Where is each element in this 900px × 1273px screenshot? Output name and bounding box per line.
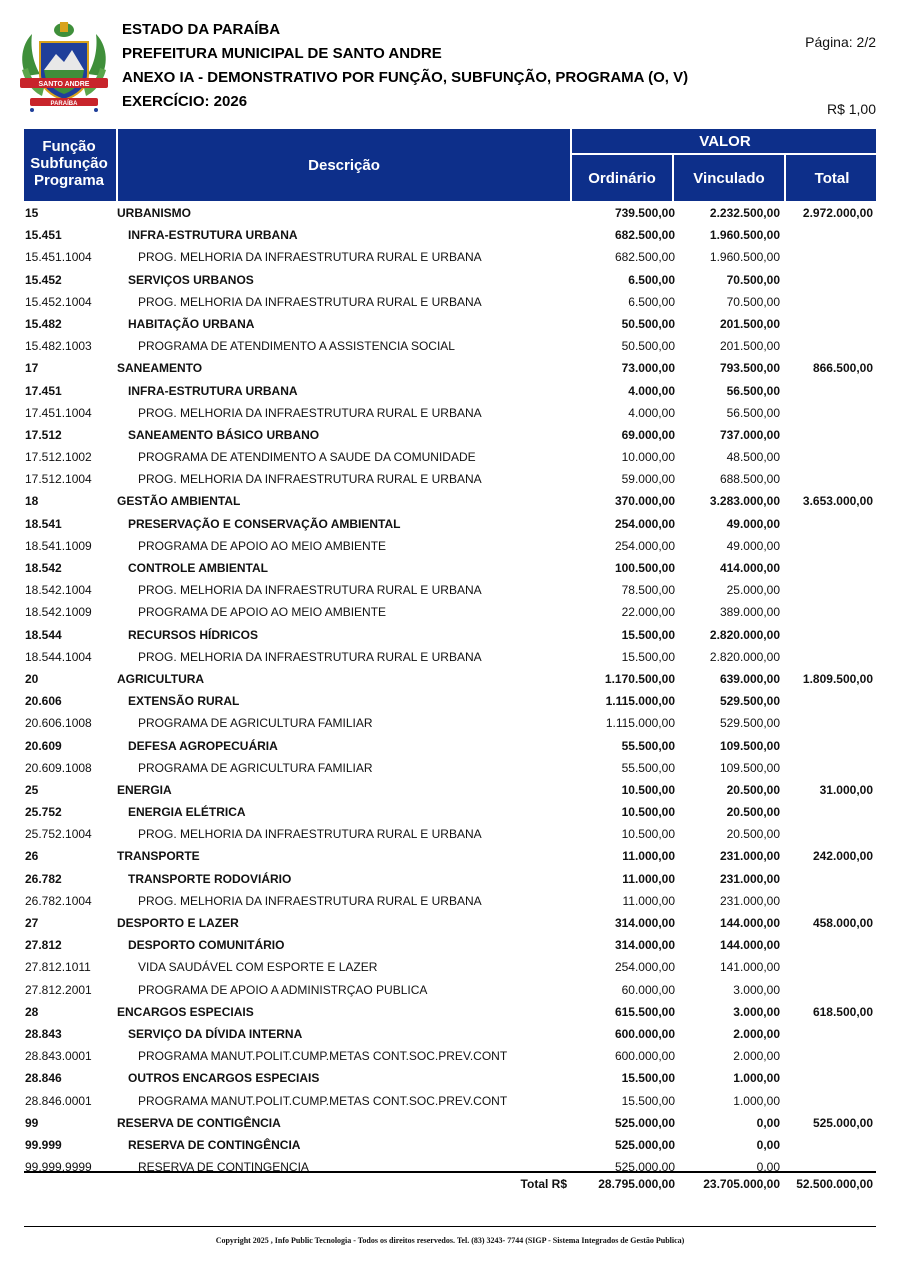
table-row: [24, 468, 876, 490]
row-description: ENERGIA ELÉTRICA: [128, 805, 246, 820]
row-code: 28.846: [25, 1071, 62, 1086]
table-row: [24, 446, 876, 468]
row-description: PROGRAMA DE ATENDIMENTO A ASSISTENCIA SOCIAL: [138, 339, 455, 354]
row-description: PROG. MELHORIA DA INFRAESTRUTURA RURAL E URBANA: [138, 893, 482, 908]
table-row: [24, 1067, 876, 1089]
row-code: 26.782: [25, 871, 62, 886]
table-row: [24, 668, 876, 690]
row-description: PRESERVAÇÃO E CONSERVAÇÃO AMBIENTAL: [128, 516, 401, 531]
row-description: PROGRAMA DE APOIO AO MEIO AMBIENTE: [138, 538, 387, 553]
table-row: [24, 1045, 876, 1067]
table-row: [24, 690, 876, 712]
table-row: [24, 735, 876, 757]
row-code: 25.752: [25, 805, 62, 820]
total-label: Total R$: [520, 1177, 567, 1191]
row-description: CONTROLE AMBIENTAL: [128, 561, 268, 575]
row-description: TRANSPORTE: [117, 849, 200, 864]
row-code: 28.843.0001: [25, 1049, 92, 1064]
table-row: [24, 402, 876, 424]
column-header-valor: VALOR: [570, 129, 878, 155]
row-vinculado: 0,00: [756, 1160, 780, 1175]
row-vinculado: 231.000,00: [719, 893, 780, 908]
row-ordinario: 73.000,00: [621, 361, 675, 376]
row-description: PROGRAMA DE AGRICULTURA FAMILIAR: [138, 716, 373, 731]
column-header-total: Total: [784, 155, 878, 201]
row-description: DESPORTO COMUNITÁRIO: [128, 938, 285, 953]
row-description: OUTROS ENCARGOS ESPECIAIS: [128, 1071, 320, 1086]
row-code: 18.544: [25, 627, 62, 642]
row-code: 18.544.1004: [25, 649, 92, 664]
row-ordinario: 15.500,00: [621, 627, 675, 642]
row-ordinario: 100.500,00: [614, 561, 675, 575]
row-code: 18.542: [25, 561, 62, 575]
total-divider: [24, 1171, 876, 1173]
column-header-subfuncao: Subfunção: [30, 155, 108, 172]
row-ordinario: 682.500,00: [614, 228, 675, 243]
row-vinculado: 414.000,00: [719, 561, 780, 575]
row-ordinario: 60.000,00: [621, 982, 675, 997]
row-description: SANEAMENTO BÁSICO URBANO: [128, 427, 320, 442]
row-ordinario: 55.500,00: [621, 738, 675, 753]
row-description: PROG. MELHORIA DA INFRAESTRUTURA RURAL E URBANA: [138, 827, 482, 842]
row-code: 17.512.1004: [25, 472, 92, 487]
table-row: [24, 513, 876, 535]
row-ordinario: 739.500,00: [614, 206, 675, 220]
row-description: DEFESA AGROPECUÁRIA: [128, 738, 278, 753]
row-vinculado: 144.000,00: [719, 938, 780, 953]
row-ordinario: 15.500,00: [621, 649, 675, 664]
row-description: VIDA SAUDÁVEL COM ESPORTE E LAZER: [138, 960, 378, 975]
row-vinculado: 2.820.000,00: [709, 649, 780, 664]
row-ordinario: 50.500,00: [621, 339, 675, 354]
row-ordinario: 1.170.500,00: [604, 671, 675, 686]
table-row: [24, 890, 876, 912]
table-row: [24, 424, 876, 446]
row-code: 26.782.1004: [25, 893, 92, 908]
row-code: 15.482.1003: [25, 339, 92, 354]
row-ordinario: 4.000,00: [628, 383, 675, 398]
row-code: 18.541: [25, 516, 62, 531]
row-description: SANEAMENTO: [117, 361, 203, 376]
table-row: [24, 1112, 876, 1134]
table-row: [24, 1090, 876, 1112]
row-vinculado: 20.500,00: [726, 782, 780, 797]
row-ordinario: 10.500,00: [621, 805, 675, 820]
row-vinculado: 20.500,00: [726, 805, 780, 820]
row-ordinario: 10.000,00: [621, 450, 675, 465]
row-ordinario: 254.000,00: [614, 538, 675, 553]
row-description: ENERGIA: [117, 782, 172, 797]
row-description: RESERVA DE CONTINGENCIA: [138, 1160, 309, 1175]
column-header-descricao: Descrição: [116, 129, 570, 201]
row-ordinario: 59.000,00: [621, 472, 675, 487]
row-code: 15: [25, 206, 39, 220]
total-row: [24, 1177, 876, 1195]
row-description: PROGRAMA MANUT.POLIT.CUMP.METAS CONT.SOC.PREV.CONT: [138, 1093, 508, 1108]
page-number: Página: 2/2: [805, 34, 876, 50]
row-ordinario: 11.000,00: [622, 871, 675, 886]
row-total: 3.653.000,00: [802, 494, 873, 509]
row-vinculado: 144.000,00: [719, 916, 780, 930]
row-total: 866.500,00: [812, 361, 873, 376]
row-total: 31.000,00: [819, 782, 873, 797]
row-vinculado: 48.500,00: [726, 450, 780, 465]
row-code: 20.609: [25, 738, 62, 753]
row-code: 15.452: [25, 272, 62, 287]
row-vinculado: 0,00: [756, 1137, 780, 1152]
header-exercise-year: EXERCÍCIO: 2026: [122, 93, 248, 110]
row-ordinario: 10.500,00: [621, 827, 675, 842]
row-vinculado: 2.820.000,00: [709, 627, 780, 642]
table-row: [24, 868, 876, 890]
row-vinculado: 109.500,00: [719, 760, 780, 775]
row-vinculado: 70.500,00: [726, 272, 780, 287]
row-ordinario: 370.000,00: [614, 494, 675, 509]
row-description: GESTÃO AMBIENTAL: [117, 494, 241, 509]
row-description: PROGRAMA DE APOIO A ADMINISTRÇAO PUBLICA: [138, 982, 428, 997]
copyright-footer: Copyright 2025 , Info Public Tecnologia - Todos os direitos reservedos. Tel. (83) 3243- 7744 (SIGP - Sistema Integrados de Gestão Publica): [215, 1236, 685, 1245]
table-row: [24, 579, 876, 601]
row-description: RECURSOS HÍDRICOS: [128, 627, 259, 642]
table-row: [24, 779, 876, 801]
table-row: [24, 912, 876, 934]
table-row: [24, 845, 876, 867]
row-description: AGRICULTURA: [117, 671, 205, 686]
row-code: 27.812: [25, 938, 62, 953]
row-vinculado: 201.500,00: [719, 339, 780, 354]
header-report-title: ANEXO IA - DEMONSTRATIVO POR FUNÇÃO, SUBFUNÇÃO, PROGRAMA (O, V): [122, 69, 689, 86]
row-ordinario: 682.500,00: [614, 250, 675, 265]
row-vinculado: 141.000,00: [719, 960, 780, 975]
row-code: 28: [25, 1004, 39, 1019]
row-vinculado: 2.232.500,00: [709, 206, 780, 220]
table-row: [24, 357, 876, 379]
currency-unit: R$ 1,00: [826, 101, 876, 117]
row-vinculado: 793.500,00: [719, 361, 780, 376]
row-ordinario: 525.000,00: [614, 1115, 675, 1130]
row-vinculado: 49.000,00: [726, 538, 780, 553]
table-row: [24, 380, 876, 402]
row-vinculado: 201.500,00: [719, 316, 780, 331]
row-ordinario: 254.000,00: [614, 960, 675, 975]
row-vinculado: 1.960.500,00: [709, 250, 780, 265]
column-header-programa: Programa: [33, 172, 105, 189]
row-code: 26: [25, 849, 39, 864]
row-description: TRANSPORTE RODOVIÁRIO: [128, 871, 292, 886]
row-vinculado: 1.960.500,00: [709, 228, 780, 243]
crest-banner-top: SANTO ANDRE: [38, 81, 90, 88]
row-ordinario: 55.500,00: [621, 760, 675, 775]
row-code: 20: [25, 671, 39, 686]
row-vinculado: 70.500,00: [726, 294, 780, 309]
table-row: [24, 246, 876, 268]
row-code: 15.451.1004: [25, 250, 92, 265]
row-code: 27.812.2001: [25, 982, 92, 997]
table-row: [24, 956, 876, 978]
row-code: 25: [25, 782, 39, 797]
row-description: EXTENSÃO RURAL: [128, 694, 240, 709]
total-ordinario: 28.795.000,00: [598, 1177, 675, 1191]
row-code: 17.451: [25, 383, 62, 398]
row-ordinario: 1.115.000,00: [605, 694, 675, 709]
row-description: PROGRAMA DE APOIO AO MEIO AMBIENTE: [138, 605, 387, 620]
column-header-vinculado: Vinculado: [672, 155, 784, 201]
row-description: PROG. MELHORIA DA INFRAESTRUTURA RURAL E URBANA: [138, 583, 482, 598]
row-ordinario: 314.000,00: [614, 916, 675, 930]
table-row: [24, 557, 876, 579]
row-code: 17.451.1004: [25, 405, 92, 420]
table-row: [24, 535, 876, 557]
row-description: PROG. MELHORIA DA INFRAESTRUTURA RURAL E URBANA: [138, 250, 482, 265]
row-vinculado: 3.000,00: [733, 1004, 780, 1019]
row-vinculado: 529.500,00: [719, 716, 780, 731]
row-vinculado: 56.500,00: [726, 383, 780, 398]
column-header-ordinario: Ordinário: [570, 155, 672, 201]
row-code: 15.482: [25, 316, 62, 331]
row-code: 20.606: [25, 694, 62, 709]
row-ordinario: 11.000,00: [622, 893, 675, 908]
row-ordinario: 78.500,00: [621, 583, 675, 598]
row-total: 1.809.500,00: [802, 671, 873, 686]
table-row: [24, 1156, 876, 1178]
row-code: 27: [25, 916, 39, 930]
total-geral: 52.500.000,00: [796, 1177, 873, 1191]
row-description: SERVIÇOS URBANOS: [128, 272, 254, 287]
table-row: [24, 823, 876, 845]
table-row: [24, 712, 876, 734]
row-description: INFRA-ESTRUTURA URBANA: [128, 228, 298, 243]
table-row: [24, 624, 876, 646]
table-row: [24, 1023, 876, 1045]
table-row: [24, 313, 876, 335]
row-ordinario: 22.000,00: [621, 605, 675, 620]
document-header: [122, 18, 688, 114]
row-ordinario: 15.500,00: [621, 1093, 675, 1108]
row-code: 99.999.9999: [25, 1160, 92, 1175]
row-ordinario: 10.500,00: [621, 782, 675, 797]
row-description: PROG. MELHORIA DA INFRAESTRUTURA RURAL E URBANA: [138, 294, 482, 309]
row-description: RESERVA DE CONTINGÊNCIA: [128, 1137, 301, 1152]
table-row: [24, 335, 876, 357]
row-code: 15.452.1004: [25, 294, 92, 309]
row-ordinario: 600.000,00: [614, 1026, 675, 1041]
table-row: [24, 1134, 876, 1156]
table-row: [24, 646, 876, 668]
row-ordinario: 4.000,00: [628, 405, 675, 420]
row-total: 2.972.000,00: [802, 206, 873, 220]
row-code: 17.512.1002: [25, 450, 92, 465]
row-vinculado: 49.000,00: [726, 516, 780, 531]
table-row: [24, 1001, 876, 1023]
table-row: [24, 269, 876, 291]
row-total: 458.000,00: [812, 916, 873, 930]
row-description: PROGRAMA DE AGRICULTURA FAMILIAR: [138, 760, 373, 775]
footer-divider: [24, 1226, 876, 1227]
row-ordinario: 69.000,00: [621, 427, 675, 442]
row-vinculado: 2.000,00: [733, 1026, 780, 1041]
row-vinculado: 389.000,00: [719, 605, 780, 620]
table-row: [24, 979, 876, 1001]
crest-banner-bottom: PARAÍBA: [50, 101, 78, 107]
row-ordinario: 314.000,00: [614, 938, 675, 953]
row-ordinario: 525.000,00: [614, 1137, 675, 1152]
row-ordinario: 50.500,00: [621, 316, 675, 331]
row-code: 28.843: [25, 1026, 62, 1041]
column-header-funcao: Função: [42, 138, 96, 155]
row-description: HABITAÇÃO URBANA: [128, 316, 255, 331]
row-vinculado: 20.500,00: [726, 827, 780, 842]
header-prefeitura: PREFEITURA MUNICIPAL DE SANTO ANDRE: [122, 45, 442, 62]
row-ordinario: 6.500,00: [628, 294, 675, 309]
row-description: INFRA-ESTRUTURA URBANA: [128, 383, 298, 398]
row-code: 17: [25, 361, 39, 376]
row-vinculado: 231.000,00: [719, 849, 780, 864]
header-state: ESTADO DA PARAÍBA: [122, 21, 281, 38]
table-header: [24, 129, 876, 201]
row-code: 25.752.1004: [25, 827, 92, 842]
row-vinculado: 1.000,00: [733, 1071, 780, 1086]
row-vinculado: 2.000,00: [733, 1049, 780, 1064]
table-row: [24, 224, 876, 246]
row-ordinario: 525.000,00: [614, 1160, 675, 1175]
row-description: PROG. MELHORIA DA INFRAESTRUTURA RURAL E URBANA: [138, 472, 482, 487]
row-code: 28.846.0001: [25, 1093, 92, 1108]
row-vinculado: 737.000,00: [719, 427, 780, 442]
row-vinculado: 56.500,00: [726, 405, 780, 420]
row-vinculado: 3.283.000,00: [709, 494, 780, 509]
row-vinculado: 529.500,00: [719, 694, 780, 709]
row-code: 15.451: [25, 228, 62, 243]
row-ordinario: 600.000,00: [614, 1049, 675, 1064]
row-vinculado: 0,00: [756, 1115, 780, 1130]
row-ordinario: 615.500,00: [614, 1004, 675, 1019]
row-vinculado: 1.000,00: [733, 1093, 780, 1108]
row-description: URBANISMO: [117, 206, 191, 220]
row-code: 20.606.1008: [25, 716, 92, 731]
row-description: ENCARGOS ESPECIAIS: [117, 1004, 254, 1019]
row-code: 17.512: [25, 427, 62, 442]
row-description: PROG. MELHORIA DA INFRAESTRUTURA RURAL E URBANA: [138, 405, 482, 420]
table-row: [24, 291, 876, 313]
row-vinculado: 639.000,00: [719, 671, 780, 686]
row-total: 242.000,00: [812, 849, 873, 864]
table-row: [24, 801, 876, 823]
row-description: SERVIÇO DA DÍVIDA INTERNA: [128, 1026, 303, 1041]
table-row: [24, 490, 876, 512]
table-row: [24, 202, 876, 224]
row-total: 618.500,00: [812, 1004, 873, 1019]
row-ordinario: 15.500,00: [621, 1071, 675, 1086]
column-header-code: [24, 129, 114, 201]
row-vinculado: 688.500,00: [719, 472, 780, 487]
row-code: 27.812.1011: [25, 960, 91, 975]
row-description: RESERVA DE CONTIGÊNCIA: [117, 1115, 281, 1130]
row-code: 99.999: [25, 1137, 62, 1152]
row-description: PROGRAMA DE ATENDIMENTO A SAUDE DA COMUNIDADE: [138, 450, 476, 465]
row-code: 18.541.1009: [25, 538, 92, 553]
table-row: [24, 601, 876, 623]
table-row: [24, 757, 876, 779]
row-vinculado: 3.000,00: [733, 982, 780, 997]
row-code: 18.542.1009: [25, 605, 92, 620]
table-body: [24, 202, 876, 1178]
row-code: 20.609.1008: [25, 760, 92, 775]
row-description: PROGRAMA MANUT.POLIT.CUMP.METAS CONT.SOC.PREV.CONT: [138, 1049, 508, 1064]
row-vinculado: 109.500,00: [719, 738, 780, 753]
row-vinculado: 25.000,00: [726, 583, 780, 598]
row-ordinario: 1.115.000,00: [605, 716, 675, 731]
total-vinculado: 23.705.000,00: [703, 1177, 780, 1191]
municipal-crest-logo: [18, 18, 110, 116]
table-row: [24, 934, 876, 956]
row-description: DESPORTO E LAZER: [117, 916, 239, 930]
row-description: PROG. MELHORIA DA INFRAESTRUTURA RURAL E URBANA: [138, 649, 482, 664]
row-ordinario: 11.000,00: [622, 849, 675, 864]
row-ordinario: 6.500,00: [628, 272, 675, 287]
row-vinculado: 231.000,00: [719, 871, 780, 886]
row-code: 18.542.1004: [25, 583, 92, 598]
row-code: 18: [25, 494, 39, 509]
row-code: 99: [25, 1115, 39, 1130]
row-total: 525.000,00: [812, 1115, 873, 1130]
row-ordinario: 254.000,00: [614, 516, 675, 531]
